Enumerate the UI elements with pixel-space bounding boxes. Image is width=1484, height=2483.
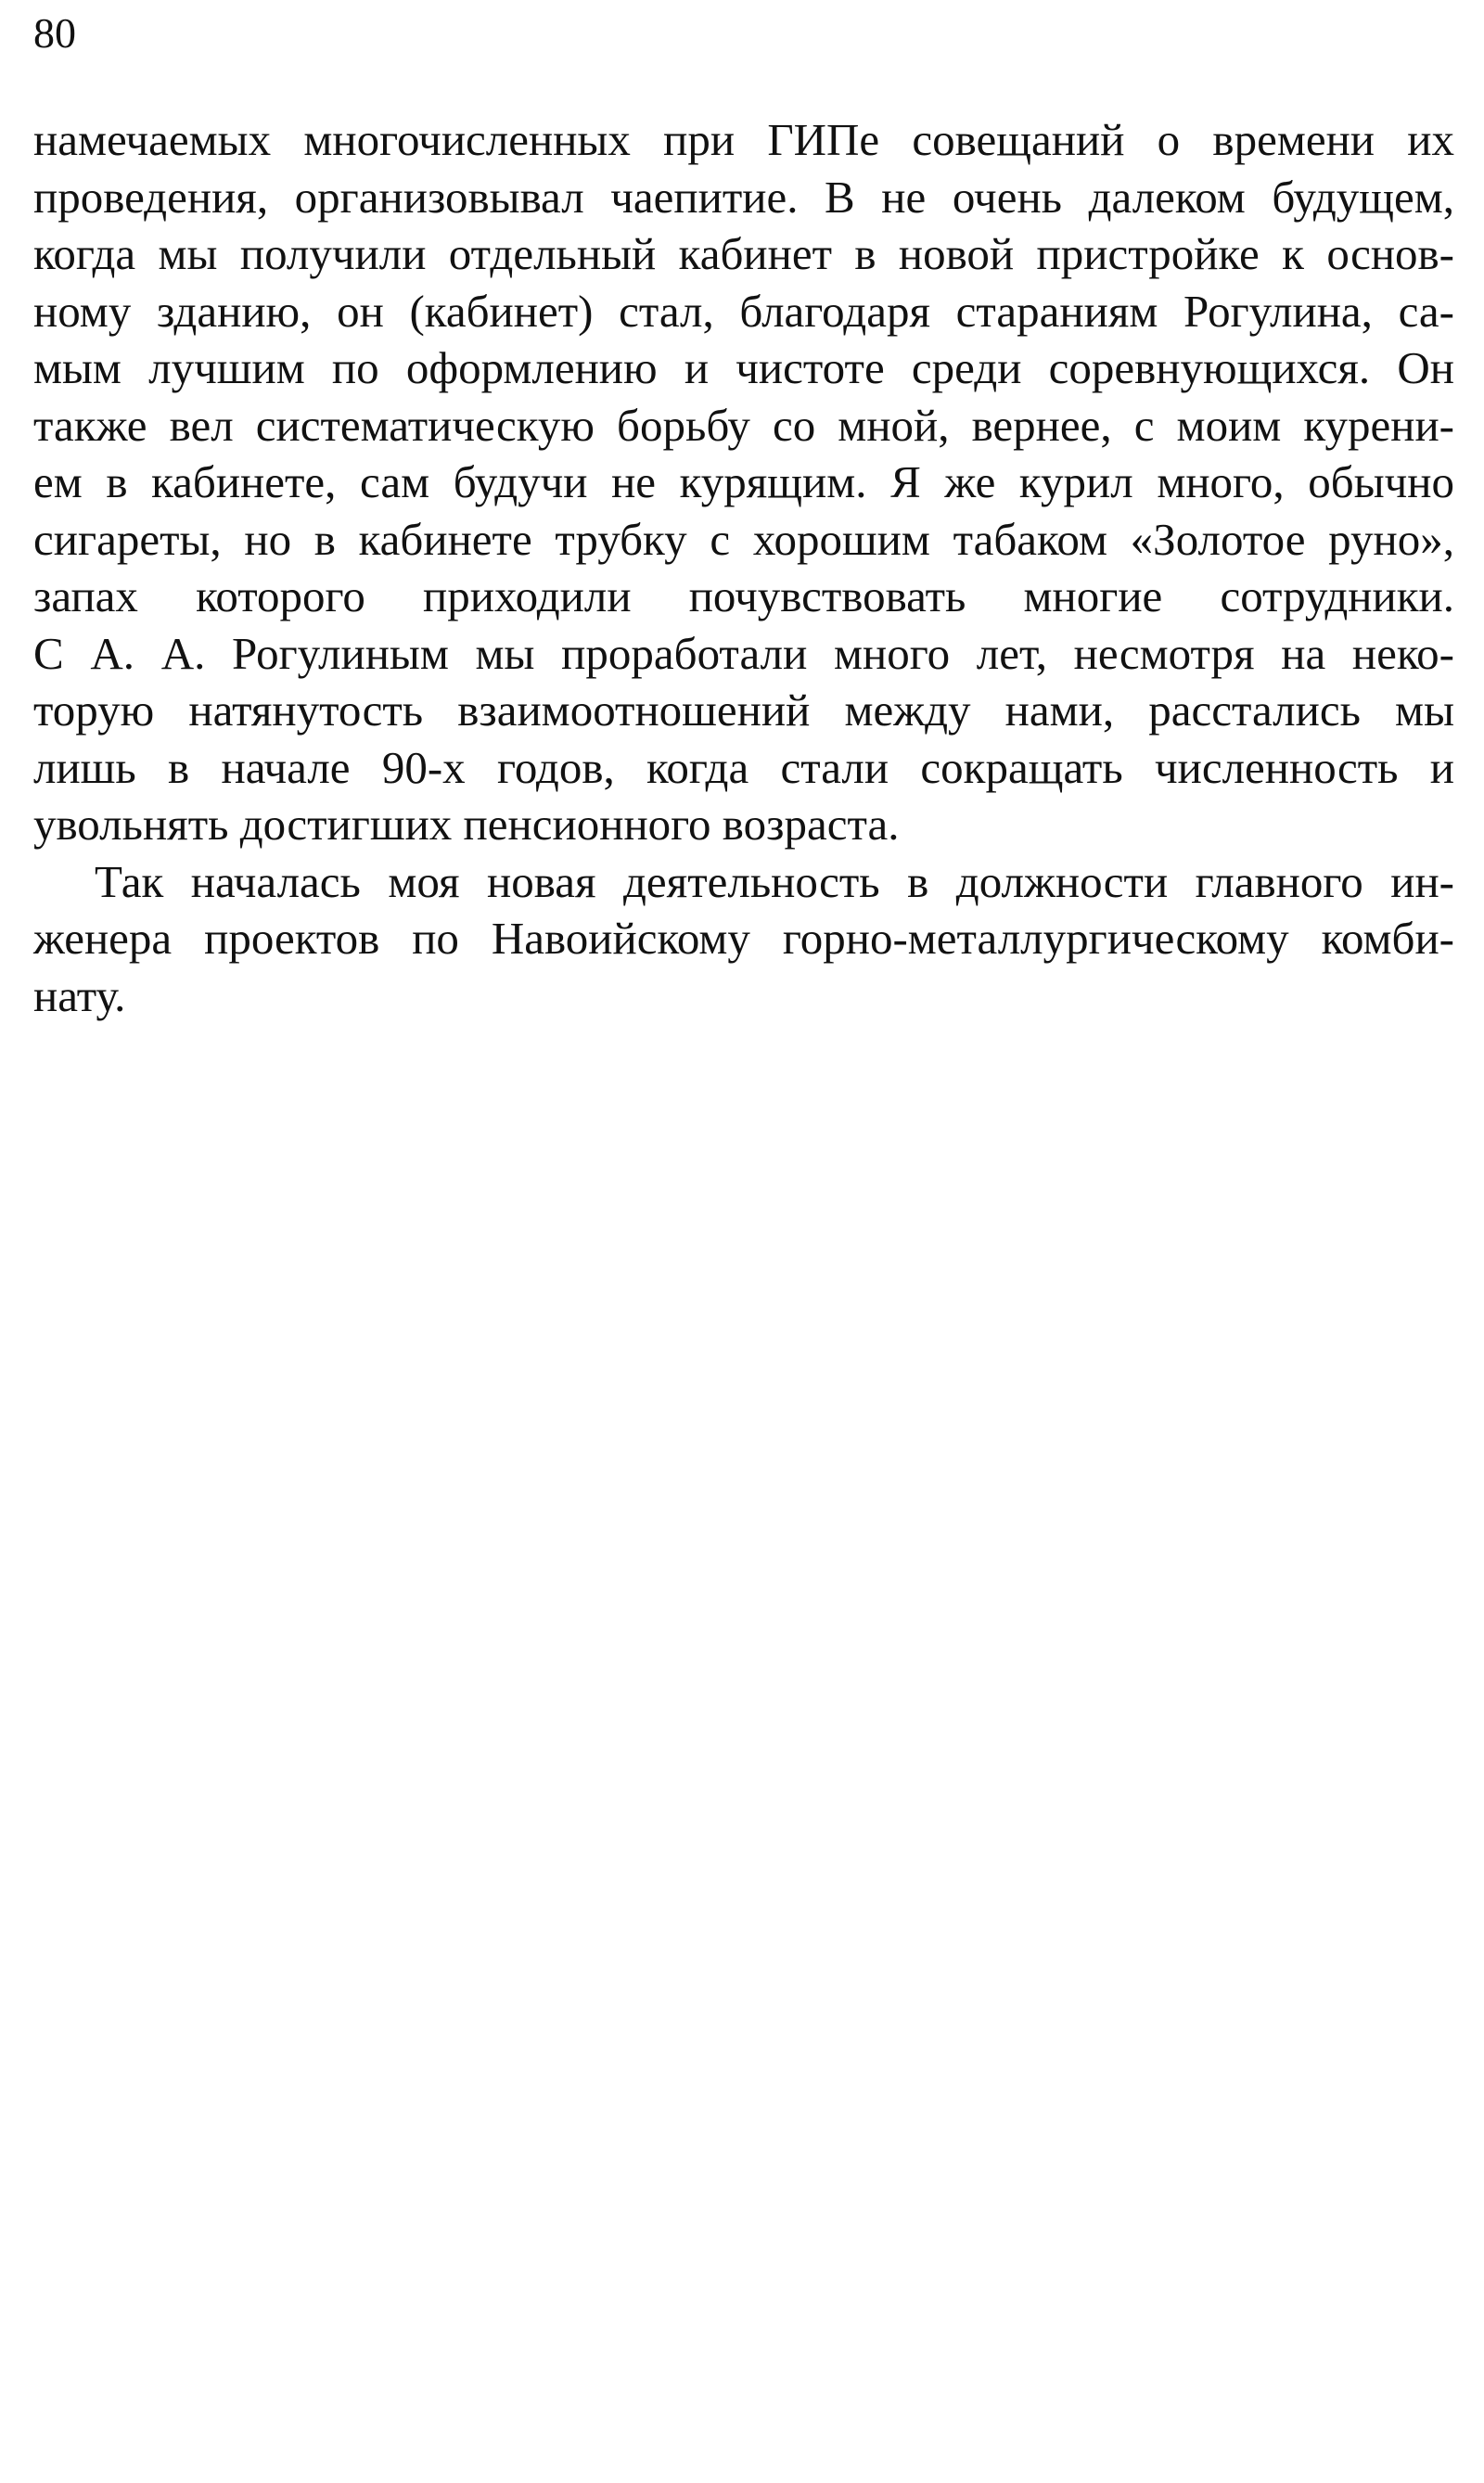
text-line: проведения, организовывал чаепитие. В не очень далеком будущем, xyxy=(33,171,1454,223)
text-line: нату. xyxy=(33,969,126,1021)
text-line: сигареты, но в кабинете трубку с хорошим табаком «Золотое руно», xyxy=(33,513,1454,565)
text-line: запах которого приходили почувствовать многие сотрудники. xyxy=(33,570,1454,621)
text-line: также вел систематическую борьбу со мной, вернее, с моим курени- xyxy=(33,399,1454,451)
text-line: лишь в начале 90-х годов, когда стали сокращать численность и xyxy=(33,741,1454,793)
text-line: ному зданию, он (кабинет) стал, благодаря стараниям Рогулина, са- xyxy=(33,285,1454,337)
text-line: когда мы получили отдельный кабинет в новой пристройке к основ- xyxy=(33,228,1454,279)
text-line: ем в кабинете, сам будучи не курящим. Я же курил много, обычно xyxy=(33,456,1454,507)
text-line: увольнять достигших пенсионного возраста. xyxy=(33,799,900,850)
text-line: С А. А. Рогулиным мы проработали много лет, несмотря на неко- xyxy=(33,627,1454,679)
page-number: 80 xyxy=(33,9,76,57)
paragraph-2 xyxy=(33,853,1454,1025)
text-line: мым лучшим по оформлению и чистоте среди соревнующихся. Он xyxy=(33,342,1454,393)
text-line: намечаемых многочисленных при ГИПе совещаний о времени их xyxy=(33,114,1454,165)
text-line: женера проектов по Навоийскому горно-металлургическому комби- xyxy=(33,913,1454,964)
text-line: торую натянутость взаимоотношений между нами, расстались мы xyxy=(33,685,1454,736)
text-line: Так началась моя новая деятельность в должности главного ин- xyxy=(95,855,1454,907)
body-text xyxy=(33,111,1454,1024)
paragraph-1 xyxy=(33,111,1454,853)
